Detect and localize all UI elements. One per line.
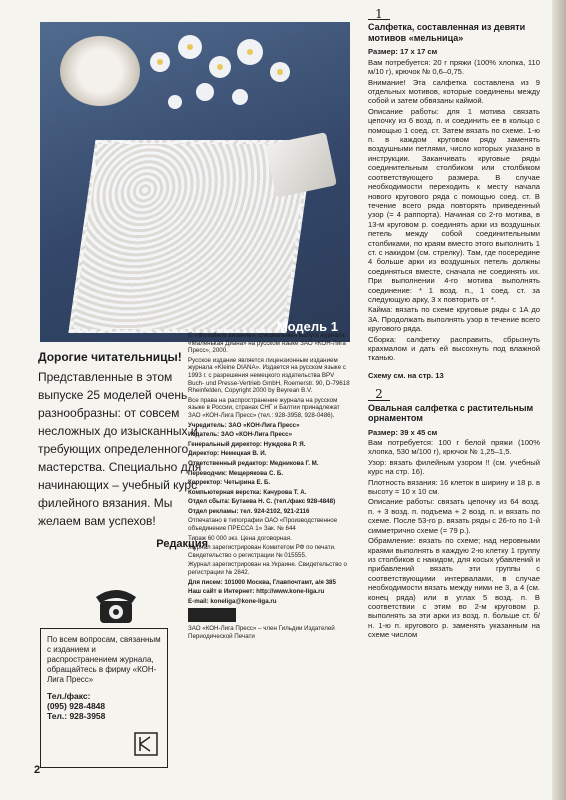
imprint-line: Русское издание является лицензионным изданием журнала «Kleine DIANA». Издается на русском языке с 1993 г. с разрешения немецкого издательства BPV Buch- und Presse-Vertrieb GmbH, Roemerstr. 90, D-79618 Rheinfelden, Copyright 2000 by Beyrean B.V. xyxy=(188,356,350,395)
imprint-line: Компьютерная верстка: Качурова Т. А. xyxy=(188,488,307,496)
contact-phone-1: (095) 928-4848 xyxy=(47,701,106,711)
section-2-size: Размер: 39 x 45 см xyxy=(368,427,438,437)
section-2-description: Описание работы: связать цепочку из 64 возд. п. + 3 возд. п. подъема + 2 возд. п. и вязать по схеме. После 53-го р. вязать ряды с 26-го по 1-й симметрично схеме (= 79 р.). xyxy=(368,497,540,535)
imprint-line: E-mail: koneliga@kone-liga.ru xyxy=(188,597,277,605)
imprint-line: Отдел рекламы: тел. 924-2102, 921-2116 xyxy=(188,507,310,515)
imprint-line: Директор: Немецкая В. И. xyxy=(188,450,267,458)
imprint-line: Отпечатано в типографии ОАО «Производственное объединение ПРЕССА 1» Зак. № 644 xyxy=(188,517,338,533)
imprint-line: © «Филейное вязание», специальный выпуск журнала «Маленькая Диана» на русском языке ЗАО «КОН-Лига Пресс», 2000. xyxy=(188,332,346,355)
section-2-materials: Вам потребуется: 100 г белой пряжи (100% хлопка, 530 м/100 г), крючок № 1,25–1,5. xyxy=(368,438,540,457)
imprint-line: Для писем: 101000 Москва, Главпочтамт, а/я 385 xyxy=(188,578,336,586)
imprint-line: Ответственный редактор: Медникова Г. М. xyxy=(188,459,319,467)
section-1-materials: Вам потребуется: 20 г пряжи (100% хлопка, 110 м/10 г), крючок № 0,6–0,75. xyxy=(368,57,540,77)
imprint-line: Наш сайт в Интернет: http://www.kone-liga.ru xyxy=(188,588,325,596)
intro-signature: Редакция xyxy=(156,538,208,550)
imprint-line: Переводчик: Мещерякова С. Б. xyxy=(188,469,284,477)
section-1-title: Салфетка, составленная из девяти мотивов «мельница» xyxy=(368,22,526,43)
imprint-block xyxy=(188,332,352,643)
imprint-line: ЗАО «КОН-Лига Пресс» – член Гильдии Издателей Периодической Печати xyxy=(188,625,335,640)
instructions-column xyxy=(368,7,540,641)
section-2-pattern: Узор: вязать филейным узором !! (см. учебный курс на стр. 16). xyxy=(368,457,540,477)
section-2-number: 2 xyxy=(368,390,390,400)
contact-phone-2: Тел.: 928-3958 xyxy=(47,711,106,721)
section-1-description: Описание работы: для 1 мотива связать цепочку из 6 возд. п. и соединить ее в кольцо с помощью 1 соед. ст. Затем вязать по схеме. 1-ю п. в каждом круговом ряду заменять воздушными петлями, число которых указано в инструкции. Заканчивать круговые ряды соединительным столбиком или столбиком соответствующего размера. В случае необходимости переходить к месту начала нового кругового ряда с помощью соед. ст. В течение всего ряда повторять приведенный узор (= 4 раппорта). Начиная со 2-го мотива, в 13-м круговом р. соединять арки из воздушных петель между собой соединительными столбиками, по краям вместо этого выполнить 1 ст. с накидом (см. стрелку). Там, где посередине 4 больше арки из воздушных петель должны соединяться вместе, сначала не соединять их. При выполнении 4-го мотива выполнять соединение: * 1 возд. п., 1 соед. ст. за следующую арку, 3 х повторить от *. xyxy=(368,106,540,304)
imprint-line: Отдел сбыта: Бутаева Н. С. (тел./факс 928-4848) xyxy=(188,498,336,506)
intro-body: Представленные в этом выпуске 25 моделей очень разнообразны: от совсем несложных до изысканных и требующих определенного мастерства. Специально для начинающих – учебный курс филейного вязания. Мы желаем вам успехов! xyxy=(38,370,202,528)
editorial-intro xyxy=(38,350,208,550)
publisher-logo xyxy=(133,731,159,757)
section-1-edging: Кайма: вязать по схеме круговые ряды с 1А до 3А. Продолжать выполнять узор в течение всего кругового ряда. xyxy=(368,305,540,334)
imprint-line: Журнал зарегистрирован на Украине. Свидетельство о регистрации № 2842. xyxy=(188,561,347,577)
flowers-image xyxy=(120,22,320,132)
telephone-icon xyxy=(92,583,140,627)
section-2-gauge: Плотность вязания: 16 клеток в ширину и 18 р. в высоту = 10 x 10 см. xyxy=(368,477,540,497)
page-edge xyxy=(552,0,566,800)
section-2-title: Овальная салфетка с растительным орнаментом xyxy=(368,402,534,424)
section-1-assembly: Сборка: салфетку расправить, сбрызнуть крахмалом и дать ей высохнуть под влажной тканью. xyxy=(368,334,540,363)
imprint-line: Генеральный директор: Нуждова Р. Я. xyxy=(188,440,306,448)
section-1-note: Внимание! Эта салфетка составлена из 9 отдельных мотивов, которые соединены между собой и затем обвязаны каймой. xyxy=(368,77,540,106)
imprint-line: Журнал зарегистрирован Комитетом РФ по печати. Свидетельство о регистрации № 015555. xyxy=(188,544,336,559)
photo-caption: Модель 1 xyxy=(276,319,338,334)
contact-phone-label: Тел./факс: xyxy=(47,691,91,701)
section-1-size: Размер: 17 x 17 см xyxy=(368,47,438,57)
contact-text: По всем вопросам, связанным с изданием и распространением журнала, обращайтесь в фирму «КОН-Лига Пресс» xyxy=(47,635,161,684)
imprint-line: Корректор: Четырина Е. Б. xyxy=(188,479,271,487)
section-1-number: 1 xyxy=(368,10,390,20)
imprint-line: Издатель: ЗАО «КОН-Лига Пресс» xyxy=(188,431,293,439)
section-1-scheme-ref: Схему см. на стр. 13 xyxy=(368,370,444,380)
imprint-line: Тираж 60 000 экз. Цена договорная. xyxy=(188,534,292,542)
imprint-line: Все права на распространение журнала на русском языке в России, странах СНГ и Балтии принадлежат ЗАО «КОН-Лига Пресс» (тел.: 928-3958, 928-0486). xyxy=(188,396,340,419)
page-number: 2 xyxy=(34,764,41,776)
imprint-line: Учредитель: ЗАО «КОН-Лига Пресс» xyxy=(188,421,300,429)
model-photo xyxy=(40,22,350,342)
contact-box xyxy=(40,628,168,768)
section-2-edging: Обрамление: вязать по схеме; над неровными краями выполнять в каждую 2-ю клетку 1 группу из столбиков с накидом, для косых убавлений и прибавлений вязать эти группы с соответствующими интервалами, в случае необходимости вязать между ними не 3, а 4 (см. конец ряда) или в углах 5 возд. п. В соответствии с этим во 2-м круговом р. выполнять за эти арки из возд. п. больше ст. б/н. 1-ю п. кругового р. заменять указанным на схеме числом xyxy=(368,536,540,640)
guild-logo xyxy=(188,608,236,622)
intro-heading: Дорогие читательницы! xyxy=(38,350,182,364)
